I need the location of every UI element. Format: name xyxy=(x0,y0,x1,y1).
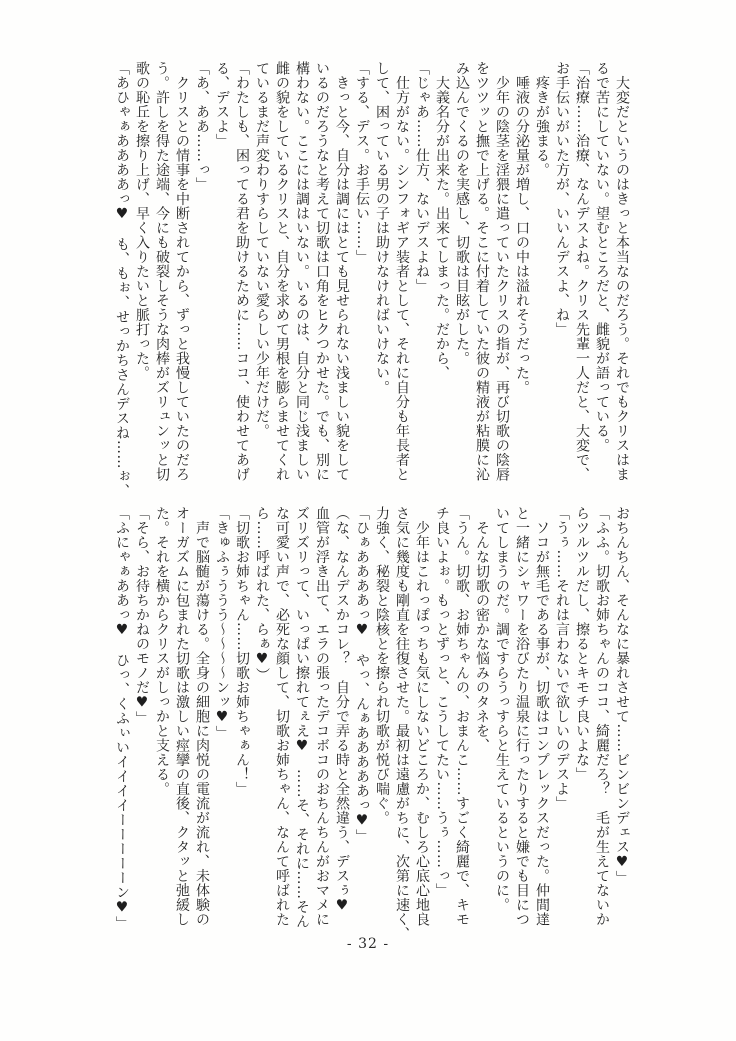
text-line: （な、なんデスかコレ？ 自分で弄る時と全然違う、デスぅ♥ xyxy=(334,506,350,914)
text-line: クリスとの情事を中断されてから、ずっと我慢していたのだろ xyxy=(174,61,190,482)
text-line: 疼きが強まる。 xyxy=(534,61,550,177)
text-line: み込んでくるのを実感し、切歌は目眩がした。 xyxy=(454,61,470,366)
text-line: チ良いよぉ。もっとずっと、こうしてたい……うぅ……っ」 xyxy=(434,506,450,898)
text-line: 力強く、秘裂と陰核とを擦られ切歌が悦び喘ぐ。 xyxy=(374,506,390,825)
text-line: 歌の恥丘を擦り上げ、早く入りたいと脈打った。 xyxy=(134,61,150,380)
page-number: - 32 - xyxy=(346,936,390,952)
text-line: 血管が浮き出て、エラの張ったデコボコのおちんちんがおマメに xyxy=(314,506,330,927)
text-line: をツツッと撫で上げる。そこに付着していた彼の精液が粘膜に沁 xyxy=(474,61,490,482)
text-line: きっと今、自分は調にはとても見せられない浅ましい貌をして xyxy=(334,61,350,482)
text-line: 「ふにゃぁああっ♥ ひっ、くふぃいイイイイーーーーーン♥」 xyxy=(114,506,130,931)
text-line: 「そら、お待ちかねのモノだ♥」 xyxy=(134,506,150,726)
text-line: 「じゃあ……仕方、ないデスよね」 xyxy=(414,61,430,293)
text-line: ズリズリって、いっぱい擦れてぇえ♥ ……そ、それに……そん xyxy=(294,506,310,929)
text-line: らツルツルだし、擦るとキモチ良いよな」 xyxy=(574,506,590,782)
text-line: 「治療……治療、なんデスよね。クリス先輩一人だと、大変で、 xyxy=(574,61,590,482)
text-line: な可愛い声で、必死な顔して、切歌お姉ちゃん、なんて呼ばれた xyxy=(274,506,290,927)
text-line: 仕方がない。シンフォギア装者として、それに自分も年長者と xyxy=(394,61,410,482)
text-line: ら……呼ばれた、らぁ♥） xyxy=(254,506,270,682)
text-line: 「うん。切歌、お姉ちゃんの、おまんこ……すごく綺麗で、キモ xyxy=(454,506,470,927)
text-line: 「あひゃぁああああっ♥ も、もぉ、せっかちさんデスね……ぉ、 xyxy=(114,61,130,498)
text-line: 雌の貌をしているクリスと、自分を求めて男根を膨らませてくれ xyxy=(274,61,290,482)
vertical-text-block-bottom xyxy=(112,506,632,948)
text-line: 「あ、ああ……っ」 xyxy=(194,61,210,192)
text-line: た。それを横からクリスがしっかと支える。 xyxy=(154,506,170,796)
vertical-text-block-top xyxy=(112,61,632,503)
text-line: 構わない。ここには調はいない。いるのは、自分と同じ浅ましい xyxy=(294,61,310,482)
text-line: 「ふふ。切歌お姉ちゃんのココ、綺麗だろ？ 毛が生えてないか xyxy=(594,506,610,927)
text-line: ているまだ声変わりすらしていない愛らしい少年だけだ。 xyxy=(254,61,270,438)
text-line: 少年はこれっぽっちも気にしないどころか、むしろ心底心地良 xyxy=(414,506,430,927)
text-line: 大義名分が出来た。出来てしまった。だから、 xyxy=(434,61,450,380)
text-line: 声で脳髄が蕩ける。全身の細胞に肉悦の電流が流れ、未体験の xyxy=(194,506,210,927)
text-line: 「うぅ……それは言わないで欲しいのデスよ」 xyxy=(554,506,570,811)
text-line: いてしまうのだ。調ですらうっすらと生えているというのに。 xyxy=(494,506,510,912)
text-line: う。許しを得た途端、今にも破裂しそうな肉棒がズリュンッと切 xyxy=(154,61,170,482)
text-line: るで苦にしていない。望むところだと、雌貌が語っている。 xyxy=(594,61,610,453)
text-line: 「する、デス。お手伝い……」 xyxy=(354,61,370,264)
text-line: いるのだろうなと考えて切歌は口角をヒクつかせた。でも、別に xyxy=(314,61,330,482)
text-line: オーガズムに包まれた切歌は激しい痙攣の直後、クタッと弛緩し xyxy=(174,506,190,927)
text-line: 「切歌お姉ちゃん……切歌お姉ちゃぁん！」 xyxy=(234,506,250,796)
text-line: さ気に幾度も剛直を往復させた。最初は遠慮がちに、次第に速く、 xyxy=(394,506,410,941)
text-line: る、デスよ」 xyxy=(214,61,230,148)
text-line: 大変だというのはきっと本当なのだろう。それでもクリスはま xyxy=(614,61,630,482)
text-line: して、困っている男の子は助けなければいけない。 xyxy=(374,61,390,395)
text-line: 唾液の分泌量が増し、口の中は溢れそうだった。 xyxy=(514,61,530,395)
text-line: と一緒にシャワーを浴びたり温泉に行ったりすると嫌でも目につ xyxy=(514,506,530,927)
text-line: おちんちん、そんなに暴れさせて……ビンビンデェス♥」 xyxy=(614,506,630,885)
text-line: そんな切歌の密かな悩みのタネを、 xyxy=(474,506,490,753)
text-line: ソコが無毛である事が、切歌はコンプレックスだった。仲間達 xyxy=(534,506,550,927)
text-line: 少年の陰茎を淫猥に遣っていたクリスの指が、再び切歌の陰唇 xyxy=(494,61,510,482)
text-line: 「ひぁああああっ♥ やっ、んぁあああああっ♥」 xyxy=(354,506,370,844)
text-line: お手伝いがいた方が、いいんデスよ、ね」 xyxy=(554,61,570,337)
text-line: 「きゅふぅううう～～～～ンッ♥」 xyxy=(214,506,230,740)
text-line: 「わたしも、困ってる君を助けるために……ココ、使わせてあげ xyxy=(234,61,250,482)
